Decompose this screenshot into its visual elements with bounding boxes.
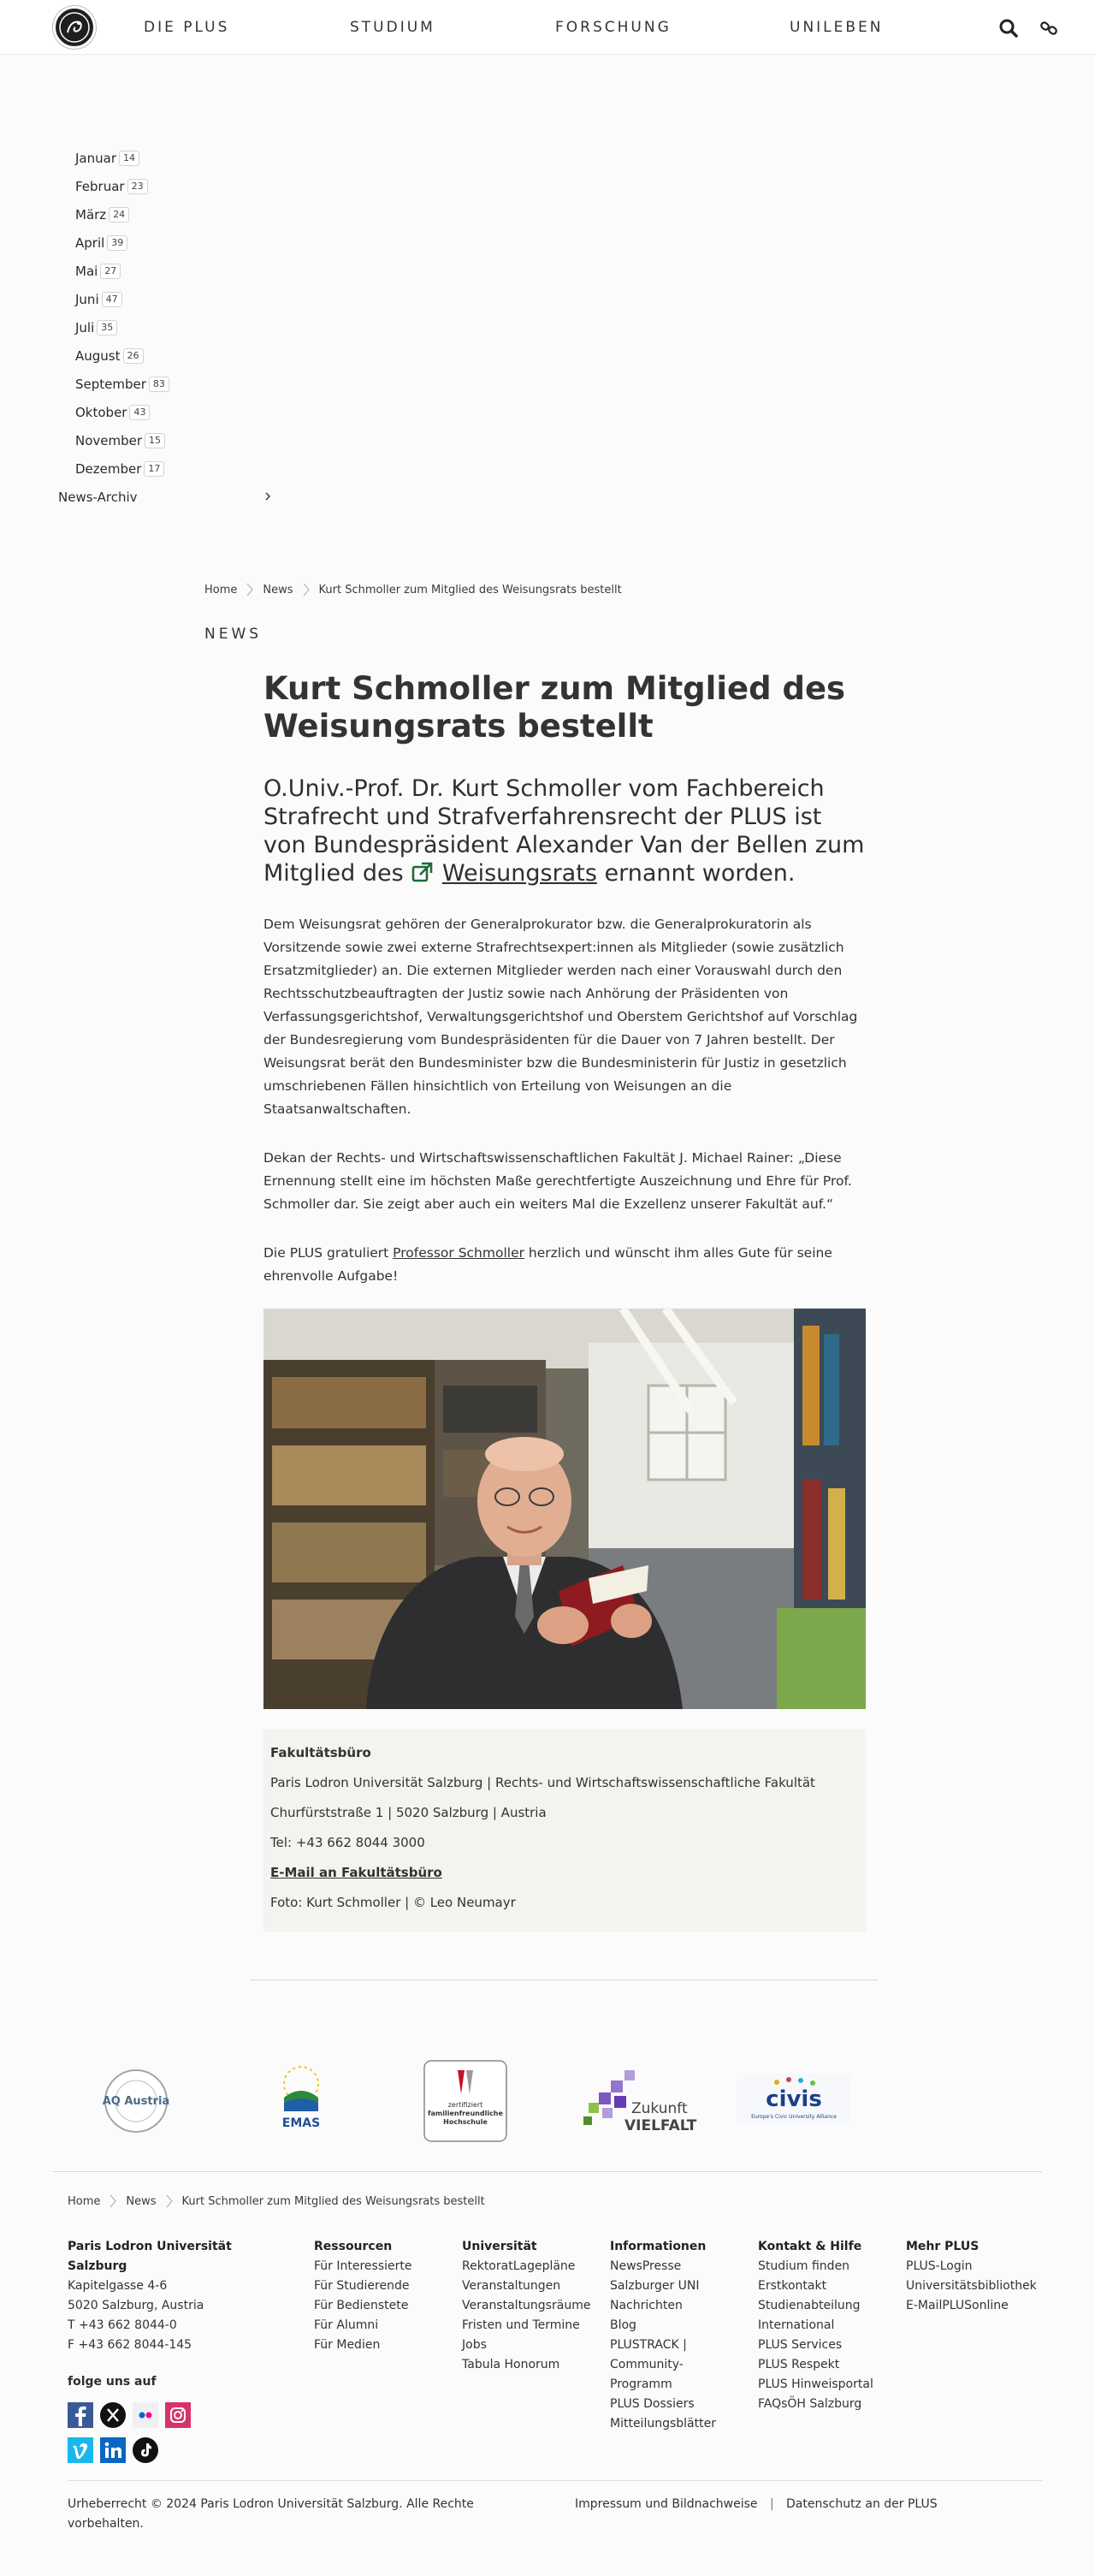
count-badge: 15: [145, 433, 165, 448]
month-item[interactable]: [75, 313, 169, 341]
article-paragraph: Dem Weisungsrat gehören der Generalprokurator bzw. die Generalprokuratorin als Vorsitzende sowie zwei externe Strafrechtsexpert:innen als Mitglieder (sowie zusätzlich Ersatzmitglieder) an. Die externen Mitglieder werden nach einer Vorauswahl durch den Rechtsschutzbeauftragten der Justiz sowie nach Anhörung der Präsidenten von Verfassungsgerichtshof, Verwaltungsgerichtshof und Oberstem Gerichtshof auf Vorschlag der Bundesregierung vom Bundespräsidenten für die Dauer von 7 Jahren bestellt. Der Weisungsrat berät den Bundesminister bzw die Bundesministerin für Justiz in gesetzlich umschriebenen Fällen hinsichtlich von Erteilung von Weisungen an die Staatsanwaltschaften.: [263, 917, 858, 1117]
footer-col-universitaet: [462, 2237, 603, 2375]
chevron-right-icon: [246, 582, 254, 597]
address-line: Kapitelgasse 4-6: [68, 2279, 168, 2293]
civis-logo-subtext: Europe's Civic University Alliance: [751, 2114, 837, 2120]
footer-link[interactable]: RektoratLagepläne: [462, 2259, 576, 2273]
familienfreundliche-hochschule-logo[interactable]: [423, 2060, 507, 2146]
footer-link[interactable]: Erstkontakt: [758, 2279, 827, 2293]
x-icon[interactable]: [100, 2402, 126, 2428]
footer-link[interactable]: FAQsÖH Salzburg: [758, 2397, 862, 2411]
impressum-link[interactable]: Impressum und Bildnachweise: [575, 2497, 758, 2511]
footer-link[interactable]: Salzburger UNI Nachrichten: [610, 2279, 700, 2312]
breadcrumb-current: Kurt Schmoller zum Mitglied des Weisungsrats bestellt: [181, 2194, 485, 2208]
portrait-photo: [263, 1309, 866, 1709]
civis-logo[interactable]: [737, 2074, 850, 2128]
footer-link[interactable]: Jobs: [462, 2338, 487, 2352]
contact-infobox: [263, 1730, 866, 1932]
footer-link[interactable]: Für Interessierte: [314, 2259, 412, 2273]
footer-link[interactable]: PLUS Dossiers: [610, 2397, 695, 2411]
vimeo-icon[interactable]: [68, 2437, 93, 2463]
fax-line: F +43 662 8044-145: [68, 2338, 192, 2352]
article-lead: [263, 775, 866, 887]
search-icon[interactable]: [997, 17, 1020, 39]
footer-link[interactable]: PLUS Hinweisportal: [758, 2377, 873, 2391]
family-logo-text: zertifiziert: [447, 2101, 483, 2109]
news-archive-label: News-Archiv: [58, 490, 138, 505]
count-badge: 26: [123, 348, 144, 364]
footer-col-informationen: [610, 2237, 738, 2434]
nav-studium[interactable]: STUDIUM: [350, 19, 435, 36]
footer-link[interactable]: Für Medien: [314, 2338, 381, 2352]
infobox-heading: Fakultätsbüro: [270, 1745, 371, 1760]
footer-link[interactable]: Für Alumni: [314, 2318, 379, 2332]
footer-link[interactable]: Für Bedienstete: [314, 2299, 409, 2312]
footer-link[interactable]: Universitätsbibliothek: [906, 2279, 1037, 2293]
month-label[interactable]: Dezember: [75, 460, 142, 477]
article-paragraph: Dekan der Rechts- und Wirtschaftswissenschaftlichen Fakultät J. Michael Rainer: „Diese Ernennung stellt eine im höchsten Maße gerechtfertigte Auszeichnung und Ehre für Prof. Schmoller dar. Sie zeigt aber auch ein weiters Mal die Exzellenz unserer Fakultät auf.“: [263, 1150, 852, 1212]
month-item[interactable]: [75, 398, 169, 426]
section-kicker: NEWS: [204, 626, 263, 643]
count-badge: 47: [102, 292, 122, 307]
university-logo[interactable]: [53, 6, 96, 49]
zukunft-vielfalt-logo[interactable]: [577, 2065, 697, 2140]
follow-us-label: folge uns auf: [68, 2375, 157, 2389]
month-label[interactable]: Mai: [75, 263, 98, 279]
footer-link[interactable]: Veranstaltungsräume: [462, 2299, 591, 2312]
month-label[interactable]: März: [75, 206, 107, 223]
month-label[interactable]: Oktober: [75, 404, 127, 420]
infobox-line: Paris Lodron Universität Salzburg | Rechts- und Wirtschaftswissenschaftliche Fakultät: [270, 1775, 815, 1790]
infobox-phone: Tel: +43 662 8044 3000: [270, 1835, 425, 1850]
footer-link[interactable]: PLUS Respekt: [758, 2358, 840, 2371]
civis-logo-text: civis: [766, 2086, 822, 2112]
footer-link[interactable]: PLUS-Login: [906, 2259, 973, 2273]
count-badge: 35: [97, 320, 117, 335]
email-faculty-link[interactable]: E-Mail an Fakultätsbüro: [270, 1865, 442, 1880]
footer-link[interactable]: Mitteilungsblätter: [610, 2417, 716, 2431]
footer-link[interactable]: E-MailPLUSonline: [906, 2299, 1009, 2312]
article-title: Kurt Schmoller zum Mitglied des Weisungsrats bestellt: [263, 670, 846, 745]
footer-address: [68, 2237, 256, 2355]
count-badge: 43: [129, 405, 150, 420]
emas-logo-text: EMAS: [281, 2116, 321, 2130]
count-badge: 17: [144, 461, 164, 477]
university-name: Paris Lodron Universität Salzburg: [68, 2240, 232, 2273]
month-label[interactable]: August: [75, 347, 121, 364]
footer-breadcrumb: [68, 2193, 485, 2209]
footer-link[interactable]: PLUS Services: [758, 2338, 843, 2352]
month-item[interactable]: [75, 229, 169, 257]
footer-link[interactable]: Veranstaltungen: [462, 2279, 561, 2293]
weisungsrat-link[interactable]: Weisungsrats: [441, 860, 597, 887]
news-article: [263, 670, 866, 1932]
footer-divider: [53, 2171, 1042, 2172]
tiktok-icon[interactable]: [133, 2437, 158, 2463]
month-item[interactable]: [75, 285, 169, 313]
professor-schmoller-link[interactable]: Professor Schmoller: [393, 1245, 524, 1261]
aq-logo-text: AQ Austria: [102, 2095, 170, 2108]
nav-forschung[interactable]: FORSCHUNG: [555, 19, 672, 36]
breadcrumb-home[interactable]: Home: [204, 583, 238, 597]
phone-line: T +43 662 8044-0: [68, 2318, 177, 2332]
lead-text: O.Univ.-Prof. Dr. Kurt Schmoller vom Fachbereich Strafrecht und Strafverfahrensrecht der PLUS ist von Bundespräsident Alexander Van der Bellen zum Mitglied des: [263, 775, 865, 887]
news-archive-link[interactable]: [58, 487, 272, 507]
month-item[interactable]: [75, 172, 169, 200]
footer-col-title: Kontakt & Hilfe: [758, 2240, 862, 2253]
chevron-right-icon: [263, 490, 272, 505]
emas-logo[interactable]: [275, 2058, 327, 2144]
footer-col-kontakt: [758, 2237, 895, 2414]
month-archive-list: [75, 144, 169, 483]
linkedin-icon[interactable]: [100, 2437, 126, 2463]
paragraph-text: Die PLUS gratuliert: [263, 1245, 394, 1261]
month-label[interactable]: Juni: [75, 291, 99, 307]
footer-col-ressourcen: [314, 2237, 451, 2355]
nav-die-plus[interactable]: DIE PLUS: [144, 19, 230, 36]
nav-unileben[interactable]: UNILEBEN: [790, 19, 884, 36]
month-item[interactable]: [75, 370, 169, 398]
breadcrumb-news[interactable]: News: [126, 2194, 157, 2208]
facebook-icon[interactable]: [68, 2402, 93, 2428]
breadcrumb-home[interactable]: Home: [68, 2194, 101, 2208]
partner-logos: [0, 2058, 1095, 2144]
footer-col-title: Universität: [462, 2240, 537, 2253]
month-item[interactable]: [75, 426, 169, 454]
count-badge: 23: [127, 179, 148, 194]
footer-link[interactable]: Fristen und Termine: [462, 2318, 580, 2332]
footer-link[interactable]: Blog: [610, 2318, 636, 2332]
month-item[interactable]: [75, 257, 169, 285]
footer-link[interactable]: PLUSTRACK | Community-Programm: [610, 2338, 687, 2391]
footer-col-title: Informationen: [610, 2240, 707, 2253]
datenschutz-link[interactable]: Datenschutz an der PLUS: [786, 2497, 938, 2511]
month-item[interactable]: [75, 200, 169, 229]
footer-link[interactable]: Tabula Honorum: [462, 2358, 560, 2371]
address-line: 5020 Salzburg, Austria: [68, 2299, 204, 2312]
month-label[interactable]: Februar: [75, 178, 125, 194]
count-badge: 24: [109, 207, 129, 223]
lead-text-end: ernannt worden.: [596, 860, 796, 887]
month-label[interactable]: November: [75, 432, 143, 448]
month-label[interactable]: Januar: [75, 150, 116, 166]
breadcrumb: [204, 582, 622, 597]
count-badge: 39: [107, 235, 127, 251]
month-label[interactable]: April: [75, 234, 105, 251]
month-label[interactable]: September: [75, 376, 146, 392]
instagram-icon[interactable]: [165, 2402, 191, 2428]
month-label[interactable]: Juli: [75, 319, 95, 335]
paragraph-text-end: herzlich und wünscht ihm alles Gute für seine ehrenvolle Aufgabe!: [263, 1245, 832, 1284]
count-badge: 27: [100, 264, 121, 279]
external-link-icon: [411, 861, 435, 883]
footer-col-title: Ressourcen: [314, 2240, 393, 2253]
footer-link[interactable]: Für Studierende: [314, 2279, 410, 2293]
chevron-right-icon: [109, 2193, 117, 2209]
footer-col-title: Mehr PLUS: [906, 2240, 980, 2253]
footer-bottom-divider: [68, 2480, 1042, 2481]
link-icon[interactable]: [1039, 17, 1061, 39]
content-divider: [250, 1979, 878, 1980]
family-logo-text: Hochschule: [443, 2118, 488, 2126]
footer-link[interactable]: NewsPresse: [610, 2259, 682, 2273]
legal-separator: |: [770, 2497, 774, 2511]
breadcrumb-current: Kurt Schmoller zum Mitglied des Weisungsrats bestellt: [318, 583, 622, 597]
month-item[interactable]: [75, 454, 169, 483]
flickr-icon[interactable]: [133, 2402, 158, 2428]
chevron-right-icon: [302, 582, 311, 597]
count-badge: 83: [149, 377, 169, 392]
footer-link[interactable]: Studienabteilung International: [758, 2299, 861, 2332]
footer-link[interactable]: Studium finden: [758, 2259, 850, 2273]
article-paragraph: [263, 1242, 866, 1288]
count-badge: 14: [119, 151, 139, 166]
copyright-text: Urheberrecht © 2024 Paris Lodron Universität Salzburg. Alle Rechte vorbehalten.: [68, 2497, 474, 2531]
family-logo-text: familienfreundliche: [428, 2110, 503, 2117]
zukunft-logo-text: VIELFALT: [624, 2117, 697, 2134]
infobox-line: Churfürststraße 1 | 5020 Salzburg | Austria: [270, 1805, 547, 1820]
footer-col-mehr-plus: [906, 2237, 1047, 2316]
aq-austria-logo[interactable]: [101, 2067, 171, 2139]
photo-credit: Foto: Kurt Schmoller | © Leo Neumayr: [270, 1895, 516, 1910]
breadcrumb-news[interactable]: News: [263, 583, 293, 597]
month-item[interactable]: [75, 341, 169, 370]
month-item[interactable]: [75, 144, 169, 172]
zukunft-logo-text: Zukunft: [631, 2100, 688, 2117]
site-header: [0, 0, 1095, 55]
chevron-right-icon: [165, 2193, 174, 2209]
